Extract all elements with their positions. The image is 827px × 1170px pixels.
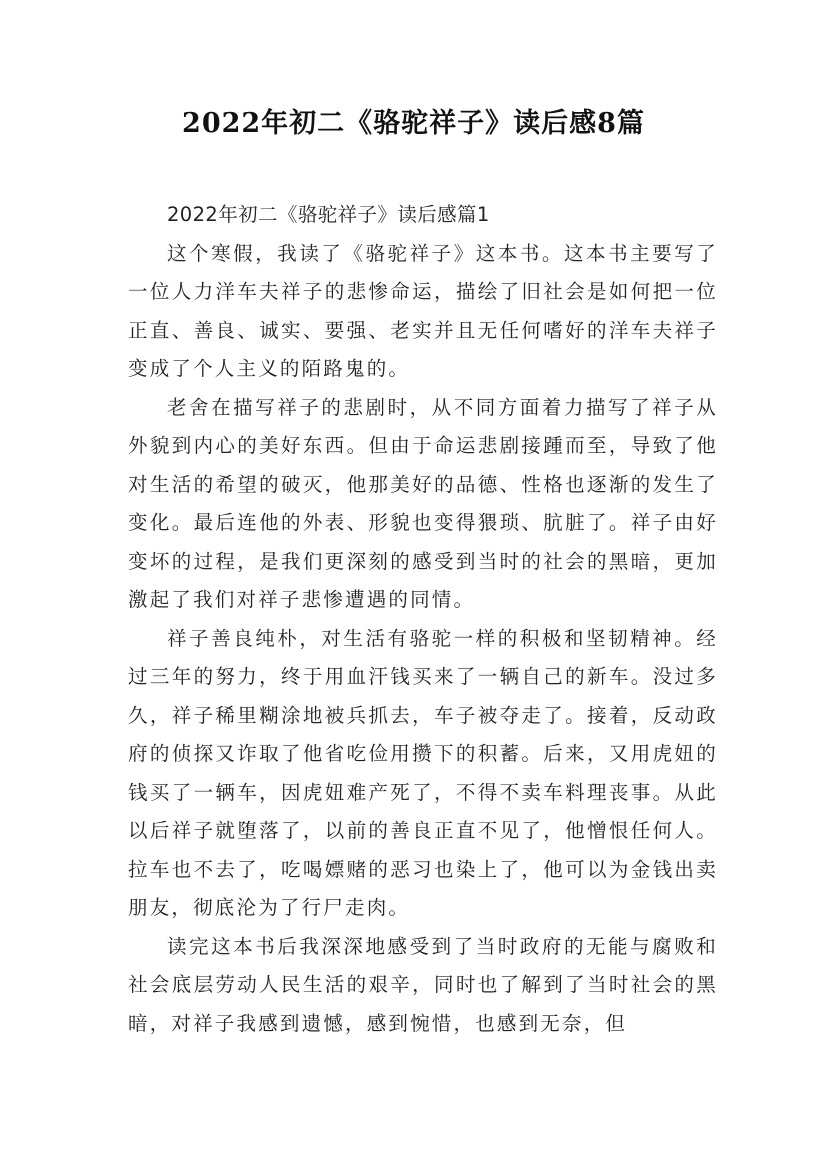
document-title: 2022年初二《骆驼祥子》读后感8篇 (182, 108, 645, 139)
paragraph: 读完这本书后我深深地感受到了当时政府的无能与腐败和社会底层劳动人民生活的艰辛，同时也了解到了当时社会的黑暗，对祥子我感到遗憾，感到惋惜，也感到无奈，但 (128, 934, 718, 1035)
paragraph: 这个寒假，我读了《骆驼祥子》这本书。这本书主要写了一位人力洋车夫祥子的悲惨命运，描绘了旧社会是如何把一位正直、善良、诚实、要强、老实并且无任何嗜好的洋车夫祥子变成了个人主义的陌路鬼的。 (128, 241, 718, 380)
paragraph: 老舍在描写祥子的悲剧时，从不同方面着力描写了祥子从外貌到内心的美好东西。但由于命运悲剧接踵而至，导致了他对生活的希望的破灭，他那美好的品德、性格也逐渐的发生了变化。最后连他的外表、形貌也变得猥琐、肮脏了。祥子由好变坏的过程，是我们更深刻的感受到当时的社会的黑暗，更加激起了我们对祥子悲惨遭遇的同情。 (128, 395, 718, 611)
document-body (128, 196, 718, 1043)
paragraph: 祥子善良纯朴，对生活有骆驼一样的积极和坚韧精神。经过三年的努力，终于用血汗钱买来了一辆自己的新车。没过多久，祥子稀里糊涂地被兵抓去，车子被夺走了。接着，反动政府的侦探又诈取了他省吃俭用攒下的积蓄。后来，又用虎妞的钱买了一辆车，因虎妞难产死了，不得不卖车料理丧事。从此以后祥子就堕落了，以前的善良正直不见了，他憎恨任何人。拉车也不去了，吃喝嫖赌的恶习也染上了，他可以为金钱出卖朋友，彻底沦为了行尸走肉。 (128, 626, 718, 919)
section-heading: 2022年初二《骆驼祥子》读后感篇1 (167, 203, 490, 226)
